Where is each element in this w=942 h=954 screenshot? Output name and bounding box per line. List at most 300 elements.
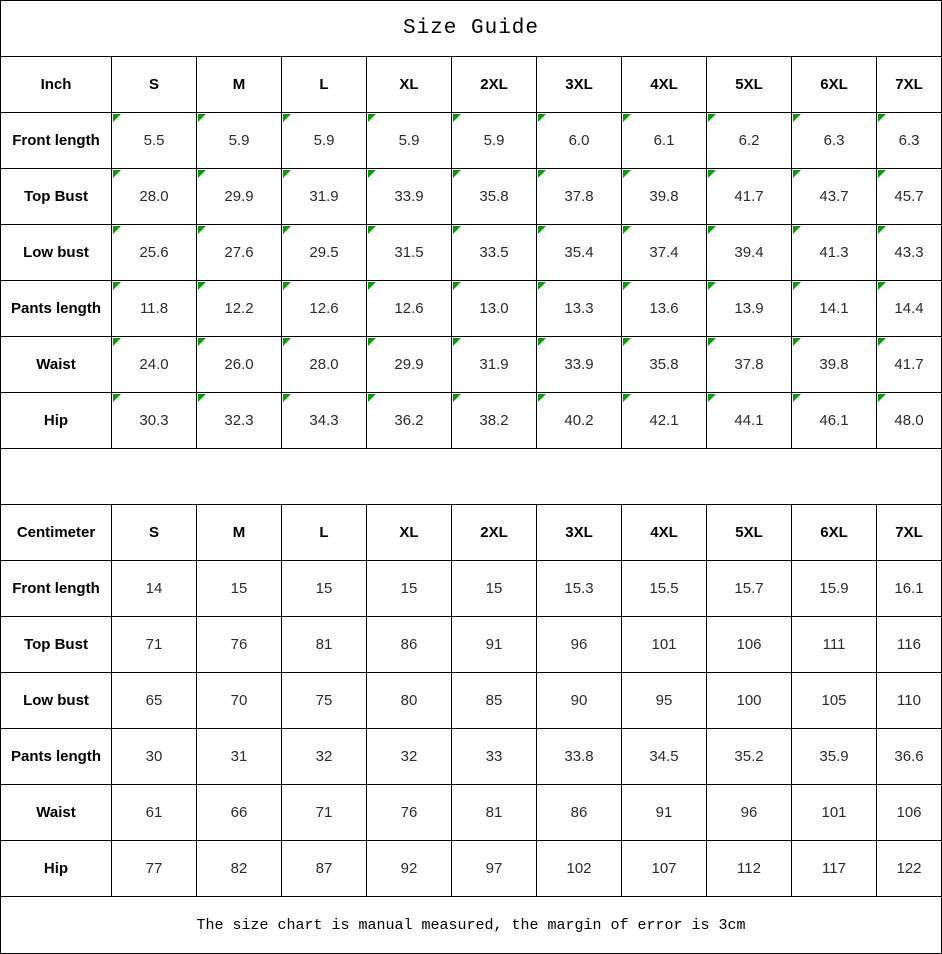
value-cell (367, 673, 452, 729)
value-cell-text: 106 (736, 636, 762, 653)
value-cell (282, 673, 367, 729)
value-cell-text: 27.6 (224, 244, 254, 261)
value-cell (877, 113, 941, 169)
value-cell-text: 6.1 (653, 132, 675, 149)
green-corner-triangle-icon (538, 282, 546, 290)
green-corner-triangle-icon (708, 226, 716, 234)
value-cell-text: 33.5 (479, 244, 509, 261)
value-cell-text: 31 (230, 748, 248, 765)
row-label-cell (1, 225, 112, 281)
value-cell-text: 30 (145, 748, 163, 765)
value-cell (622, 785, 707, 841)
size-header-cell-text: 4XL (650, 524, 678, 541)
value-cell-text: 36.2 (394, 412, 424, 429)
value-cell-text: 13.0 (479, 300, 509, 317)
size-header-cell (367, 505, 452, 561)
value-cell (112, 729, 197, 785)
value-cell (792, 225, 877, 281)
green-corner-triangle-icon (453, 114, 461, 122)
value-cell (877, 561, 941, 617)
value-cell-text: 24.0 (139, 356, 169, 373)
size-header-cell (622, 505, 707, 561)
value-cell (197, 785, 282, 841)
value-cell (792, 673, 877, 729)
value-cell (622, 841, 707, 897)
green-corner-triangle-icon (793, 226, 801, 234)
row-label-cell (1, 841, 112, 897)
size-header-cell (197, 57, 282, 113)
row-label-cell (1, 673, 112, 729)
value-cell-text: 40.2 (564, 412, 594, 429)
value-cell-text: 33.9 (394, 188, 424, 205)
green-corner-triangle-icon (198, 170, 206, 178)
value-cell-text: 66 (230, 804, 248, 821)
value-cell (707, 337, 792, 393)
value-cell (622, 617, 707, 673)
size-header-cell (112, 57, 197, 113)
value-cell (537, 785, 622, 841)
size-header-cell (452, 505, 537, 561)
size-header-cell-text: 6XL (820, 76, 848, 93)
value-cell-text: 5.5 (143, 132, 165, 149)
green-corner-triangle-icon (453, 170, 461, 178)
value-cell (537, 337, 622, 393)
value-cell-text: 13.3 (564, 300, 594, 317)
value-cell (367, 337, 452, 393)
value-cell-text: 12.6 (309, 300, 339, 317)
value-cell-text: 44.1 (734, 412, 764, 429)
size-header-cell (452, 57, 537, 113)
value-cell-text: 45.7 (894, 188, 924, 205)
value-cell-text: 13.9 (734, 300, 764, 317)
green-corner-triangle-icon (283, 226, 291, 234)
centimeter-size-table (1, 505, 941, 897)
value-cell (197, 617, 282, 673)
green-corner-triangle-icon (878, 114, 886, 122)
value-cell (877, 337, 941, 393)
value-cell-text: 13.6 (649, 300, 679, 317)
value-cell (367, 561, 452, 617)
green-corner-triangle-icon (623, 338, 631, 346)
value-cell-text: 5.9 (313, 132, 335, 149)
value-cell-text: 61 (145, 804, 163, 821)
value-cell-text: 112 (737, 860, 761, 877)
table-gap (1, 449, 941, 505)
green-corner-triangle-icon (708, 282, 716, 290)
value-cell (367, 617, 452, 673)
value-cell-text: 39.4 (734, 244, 764, 261)
value-cell-text: 15 (315, 580, 333, 597)
value-cell-text: 12.6 (394, 300, 424, 317)
green-corner-triangle-icon (453, 338, 461, 346)
green-corner-triangle-icon (283, 170, 291, 178)
value-cell-text: 43.3 (894, 244, 924, 261)
value-cell (877, 673, 941, 729)
footer-note: The size chart is manual measured, the margin of error is 3cm (196, 916, 746, 934)
row-label-cell-text: Top Bust (24, 636, 88, 653)
size-header-cell (197, 505, 282, 561)
value-cell-text: 6.0 (568, 132, 590, 149)
green-corner-triangle-icon (368, 226, 376, 234)
green-corner-triangle-icon (283, 394, 291, 402)
value-cell-text: 71 (145, 636, 163, 653)
size-header-cell (877, 505, 941, 561)
value-cell (707, 729, 792, 785)
value-cell-text: 97 (485, 860, 503, 877)
value-cell-text: 29.9 (394, 356, 424, 373)
value-cell-text: 110 (897, 692, 921, 709)
value-cell-text: 35.2 (734, 748, 764, 765)
size-header-cell-text: S (148, 76, 159, 93)
unit-header-cell (1, 505, 112, 561)
value-cell-text: 30.3 (139, 412, 169, 429)
value-cell (622, 561, 707, 617)
value-cell-text: 37.4 (649, 244, 679, 261)
value-cell-text: 82 (230, 860, 248, 877)
value-cell (197, 281, 282, 337)
value-cell (367, 225, 452, 281)
value-cell (282, 225, 367, 281)
value-cell-text: 31.9 (309, 188, 339, 205)
row-label-cell (1, 337, 112, 393)
value-cell-text: 75 (315, 692, 333, 709)
green-corner-triangle-icon (198, 338, 206, 346)
value-cell-text: 31.9 (479, 356, 509, 373)
green-corner-triangle-icon (878, 282, 886, 290)
value-cell (622, 337, 707, 393)
value-cell-text: 48.0 (894, 412, 924, 429)
value-cell (537, 393, 622, 449)
value-cell (367, 393, 452, 449)
value-cell (707, 841, 792, 897)
value-cell-text: 46.1 (819, 412, 849, 429)
value-cell (282, 281, 367, 337)
value-cell (877, 281, 941, 337)
green-corner-triangle-icon (623, 394, 631, 402)
value-cell-text: 38.2 (479, 412, 509, 429)
value-cell (197, 225, 282, 281)
green-corner-triangle-icon (453, 226, 461, 234)
green-corner-triangle-icon (113, 170, 121, 178)
value-cell-text: 26.0 (224, 356, 254, 373)
green-corner-triangle-icon (708, 338, 716, 346)
value-cell (452, 617, 537, 673)
row-label-cell (1, 393, 112, 449)
value-cell-text: 81 (315, 636, 333, 653)
value-cell-text: 92 (400, 860, 418, 877)
green-corner-triangle-icon (623, 226, 631, 234)
value-cell (792, 393, 877, 449)
green-corner-triangle-icon (368, 170, 376, 178)
size-header-cell (707, 57, 792, 113)
value-cell (197, 113, 282, 169)
green-corner-triangle-icon (538, 114, 546, 122)
value-cell (792, 169, 877, 225)
value-cell-text: 116 (897, 636, 921, 653)
value-cell (877, 169, 941, 225)
green-corner-triangle-icon (793, 170, 801, 178)
value-cell-text: 11.8 (139, 300, 169, 317)
value-cell (452, 561, 537, 617)
value-cell-text: 15 (230, 580, 248, 597)
value-cell-text: 86 (570, 804, 588, 821)
size-header-cell-text: 5XL (735, 76, 763, 93)
value-cell-text: 39.8 (649, 188, 679, 205)
value-cell (197, 169, 282, 225)
value-cell (452, 841, 537, 897)
size-header-cell-text: L (319, 76, 329, 93)
green-corner-triangle-icon (623, 282, 631, 290)
value-cell (112, 337, 197, 393)
row-label-cell (1, 785, 112, 841)
green-corner-triangle-icon (113, 226, 121, 234)
value-cell-text: 80 (400, 692, 418, 709)
value-cell (112, 225, 197, 281)
size-header-cell (622, 57, 707, 113)
value-cell-text: 29.9 (224, 188, 254, 205)
value-cell (707, 393, 792, 449)
value-cell (537, 281, 622, 337)
green-corner-triangle-icon (283, 282, 291, 290)
green-corner-triangle-icon (538, 394, 546, 402)
size-header-cell-text: 7XL (895, 76, 923, 93)
value-cell (197, 561, 282, 617)
value-cell (452, 673, 537, 729)
green-corner-triangle-icon (538, 338, 546, 346)
size-header-cell-text: 5XL (735, 524, 763, 541)
row-label-cell-text: Front length (12, 132, 100, 149)
value-cell (792, 617, 877, 673)
value-cell-text: 36.6 (894, 748, 924, 765)
size-header-cell-text: XL (399, 524, 419, 541)
value-cell (112, 841, 197, 897)
value-cell (792, 785, 877, 841)
green-corner-triangle-icon (708, 394, 716, 402)
value-cell (197, 673, 282, 729)
value-cell-text: 70 (230, 692, 248, 709)
row-label-cell (1, 169, 112, 225)
value-cell-text: 111 (822, 636, 846, 653)
value-cell-text: 28.0 (309, 356, 339, 373)
green-corner-triangle-icon (878, 394, 886, 402)
value-cell-text: 35.8 (479, 188, 509, 205)
size-header-cell (537, 505, 622, 561)
value-cell (622, 673, 707, 729)
unit-header-cell-text: Centimeter (16, 524, 96, 541)
value-cell-text: 32.3 (224, 412, 254, 429)
size-header-cell-text: 2XL (480, 524, 508, 541)
value-cell-text: 65 (145, 692, 163, 709)
value-cell-text: 76 (400, 804, 418, 821)
row-label-cell-text: Waist (36, 804, 76, 821)
value-cell (282, 785, 367, 841)
row-label-cell-text: Pants length (10, 300, 101, 317)
value-cell-text: 6.3 (823, 132, 845, 149)
value-cell (367, 281, 452, 337)
value-cell (707, 225, 792, 281)
size-header-cell-text: M (232, 524, 246, 541)
value-cell-text: 6.3 (898, 132, 920, 149)
value-cell (792, 561, 877, 617)
value-cell (622, 281, 707, 337)
green-corner-triangle-icon (113, 338, 121, 346)
value-cell (877, 393, 941, 449)
value-cell (792, 841, 877, 897)
size-header-cell (537, 57, 622, 113)
value-cell-text: 32 (400, 748, 418, 765)
value-cell (367, 169, 452, 225)
row-label-cell (1, 561, 112, 617)
value-cell (707, 113, 792, 169)
row-label-cell (1, 617, 112, 673)
value-cell-text: 122 (896, 860, 922, 877)
value-cell-text: 15.7 (734, 580, 764, 597)
value-cell (282, 841, 367, 897)
value-cell-text: 42.1 (649, 412, 679, 429)
value-cell (282, 169, 367, 225)
value-cell (452, 281, 537, 337)
value-cell-text: 35.4 (564, 244, 594, 261)
value-cell (537, 729, 622, 785)
value-cell (367, 785, 452, 841)
value-cell-text: 25.6 (139, 244, 169, 261)
value-cell-text: 100 (736, 692, 762, 709)
value-cell-text: 29.5 (309, 244, 339, 261)
row-label-cell (1, 281, 112, 337)
green-corner-triangle-icon (283, 338, 291, 346)
value-cell-text: 33.9 (564, 356, 594, 373)
size-header-cell (792, 505, 877, 561)
value-cell (282, 617, 367, 673)
value-cell (197, 729, 282, 785)
value-cell-text: 6.2 (738, 132, 760, 149)
value-cell-text: 101 (821, 804, 847, 821)
unit-header-cell-text: Inch (40, 76, 72, 93)
value-cell-text: 96 (740, 804, 758, 821)
green-corner-triangle-icon (623, 170, 631, 178)
value-cell-text: 91 (485, 636, 503, 653)
page-title: Size Guide (1, 1, 941, 57)
value-cell-text: 117 (822, 860, 846, 877)
value-cell (622, 113, 707, 169)
size-header-cell-text: 2XL (480, 76, 508, 93)
size-header-cell-text: 3XL (565, 524, 593, 541)
row-label-cell-text: Front length (12, 580, 100, 597)
value-cell-text: 5.9 (483, 132, 505, 149)
value-cell (367, 841, 452, 897)
value-cell (792, 113, 877, 169)
value-cell (707, 785, 792, 841)
size-header-cell-text: L (319, 524, 329, 541)
value-cell (112, 393, 197, 449)
row-label-cell (1, 729, 112, 785)
value-cell (707, 617, 792, 673)
value-cell-text: 15.9 (819, 580, 849, 597)
value-cell (452, 113, 537, 169)
value-cell-text: 28.0 (139, 188, 169, 205)
value-cell (282, 561, 367, 617)
value-cell (622, 169, 707, 225)
size-header-cell (282, 57, 367, 113)
row-label-cell-text: Hip (43, 860, 69, 877)
green-corner-triangle-icon (793, 338, 801, 346)
green-corner-triangle-icon (453, 282, 461, 290)
green-corner-triangle-icon (283, 114, 291, 122)
value-cell-text: 43.7 (819, 188, 849, 205)
green-corner-triangle-icon (198, 226, 206, 234)
value-cell (112, 785, 197, 841)
value-cell-text: 14.4 (894, 300, 924, 317)
value-cell-text: 102 (566, 860, 592, 877)
value-cell (537, 841, 622, 897)
green-corner-triangle-icon (368, 394, 376, 402)
value-cell (622, 729, 707, 785)
value-cell-text: 14 (145, 580, 163, 597)
value-cell (877, 841, 941, 897)
value-cell (537, 113, 622, 169)
size-header-cell (877, 57, 941, 113)
size-header-cell-text: XL (399, 76, 419, 93)
green-corner-triangle-icon (198, 394, 206, 402)
value-cell-text: 35.8 (649, 356, 679, 373)
green-corner-triangle-icon (113, 114, 121, 122)
value-cell (537, 225, 622, 281)
row-label-cell-text: Hip (43, 412, 69, 429)
green-corner-triangle-icon (708, 170, 716, 178)
size-header-cell-text: S (148, 524, 159, 541)
green-corner-triangle-icon (368, 114, 376, 122)
value-cell (537, 617, 622, 673)
value-cell (877, 225, 941, 281)
value-cell-text: 101 (651, 636, 677, 653)
size-header-cell-text: M (232, 76, 246, 93)
value-cell-text: 32 (315, 748, 333, 765)
value-cell-text: 37.8 (564, 188, 594, 205)
value-cell (282, 113, 367, 169)
row-label-cell-text: Waist (36, 356, 76, 373)
value-cell (282, 337, 367, 393)
green-corner-triangle-icon (538, 226, 546, 234)
value-cell-text: 15.5 (649, 580, 679, 597)
value-cell (367, 729, 452, 785)
value-cell-text: 41.3 (819, 244, 849, 261)
value-cell (452, 729, 537, 785)
green-corner-triangle-icon (113, 282, 121, 290)
value-cell-text: 96 (570, 636, 588, 653)
value-cell (707, 561, 792, 617)
value-cell-text: 91 (655, 804, 673, 821)
size-header-cell (792, 57, 877, 113)
value-cell (707, 673, 792, 729)
value-cell (452, 225, 537, 281)
value-cell-text: 33 (485, 748, 503, 765)
green-corner-triangle-icon (538, 170, 546, 178)
value-cell (112, 113, 197, 169)
value-cell-text: 5.9 (398, 132, 420, 149)
value-cell-text: 105 (821, 692, 847, 709)
value-cell (452, 785, 537, 841)
green-corner-triangle-icon (198, 114, 206, 122)
value-cell (622, 393, 707, 449)
row-label-cell-text: Low bust (23, 692, 89, 709)
value-cell-text: 95 (655, 692, 673, 709)
value-cell-text: 76 (230, 636, 248, 653)
value-cell (877, 617, 941, 673)
value-cell-text: 85 (485, 692, 503, 709)
value-cell (792, 337, 877, 393)
size-header-cell-text: 6XL (820, 524, 848, 541)
value-cell-text: 12.2 (224, 300, 254, 317)
